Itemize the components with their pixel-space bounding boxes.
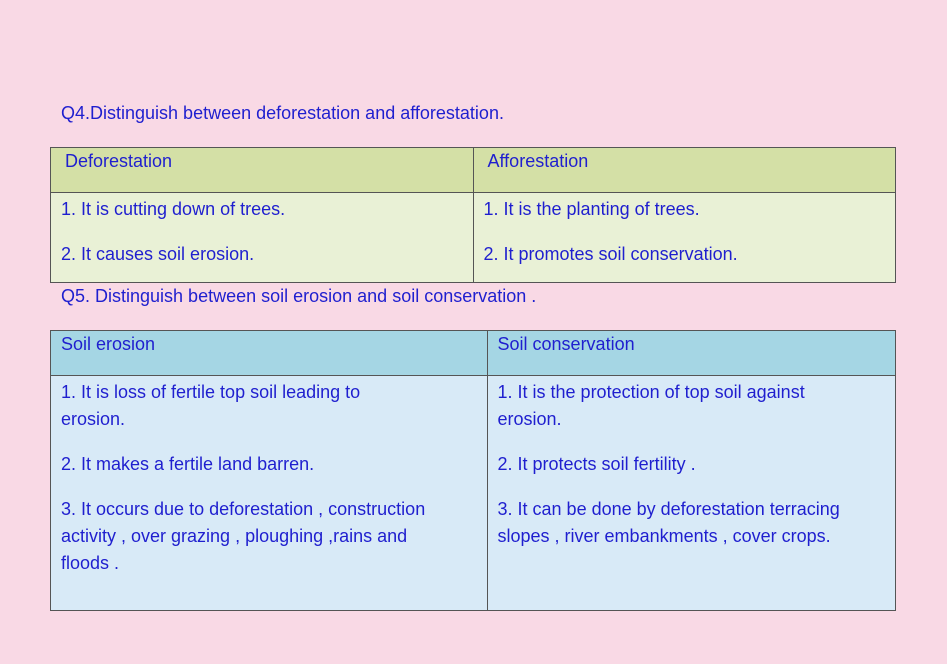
deforestation-point-1: 1. It is cutting down of trees. [61, 199, 286, 219]
conservation-point-3 [498, 496, 885, 550]
erosion-point-1-line-2: erosion. [61, 409, 126, 429]
header-soil-conservation [487, 331, 895, 376]
soil-erosion-conservation-table [50, 330, 896, 611]
conservation-point-3-line-2: slopes , river embankments , cover crops. [497, 526, 831, 546]
header-afforestation-label: Afforestation [487, 151, 589, 171]
erosion-point-3-line-1: 3. It occurs due to deforestation , construction [61, 499, 426, 519]
q5-question: Q5. Distinguish between soil erosion and soil conservation . [61, 286, 537, 306]
header-deforestation [51, 148, 474, 193]
deforestation-afforestation-table [50, 147, 896, 283]
erosion-point-3-line-3: floods . [61, 553, 120, 573]
table-row [51, 376, 896, 611]
erosion-point-2 [61, 451, 477, 478]
afforestation-cell [473, 193, 896, 283]
conservation-point-3-line-1: 3. It can be done by deforestation terracing [497, 499, 840, 519]
conservation-point-1 [498, 379, 885, 433]
conservation-point-2 [498, 451, 885, 478]
erosion-point-1 [61, 379, 477, 433]
table-header-row [51, 331, 896, 376]
header-soil-conservation-label: Soil conservation [497, 334, 635, 354]
afforestation-point-2: 2. It promotes soil conservation. [483, 244, 738, 264]
erosion-point-1-line-1: 1. It is loss of fertile top soil leading to [61, 382, 361, 402]
afforestation-point-1: 1. It is the planting of trees. [483, 199, 700, 219]
conservation-point-1-line-1: 1. It is the protection of top soil against [497, 382, 805, 402]
q4-question: Q4.Distinguish between deforestation and afforestation. [61, 103, 504, 123]
erosion-point-2-line-1: 2. It makes a fertile land barren. [61, 454, 315, 474]
header-deforestation-label: Deforestation [65, 151, 173, 171]
soil-erosion-cell [51, 376, 488, 611]
deforestation-point-2: 2. It causes soil erosion. [61, 244, 255, 264]
header-soil-erosion [51, 331, 488, 376]
deforestation-cell [51, 193, 474, 283]
erosion-point-3-line-2: activity , over grazing , ploughing ,rains and [61, 526, 408, 546]
header-soil-erosion-label: Soil erosion [61, 334, 156, 354]
table-row [51, 193, 896, 283]
header-afforestation [473, 148, 896, 193]
conservation-point-2-line-1: 2. It protects soil fertility . [497, 454, 696, 474]
table-header-row [51, 148, 896, 193]
conservation-point-1-line-2: erosion. [497, 409, 562, 429]
erosion-point-3 [61, 496, 477, 577]
soil-conservation-cell [487, 376, 895, 611]
